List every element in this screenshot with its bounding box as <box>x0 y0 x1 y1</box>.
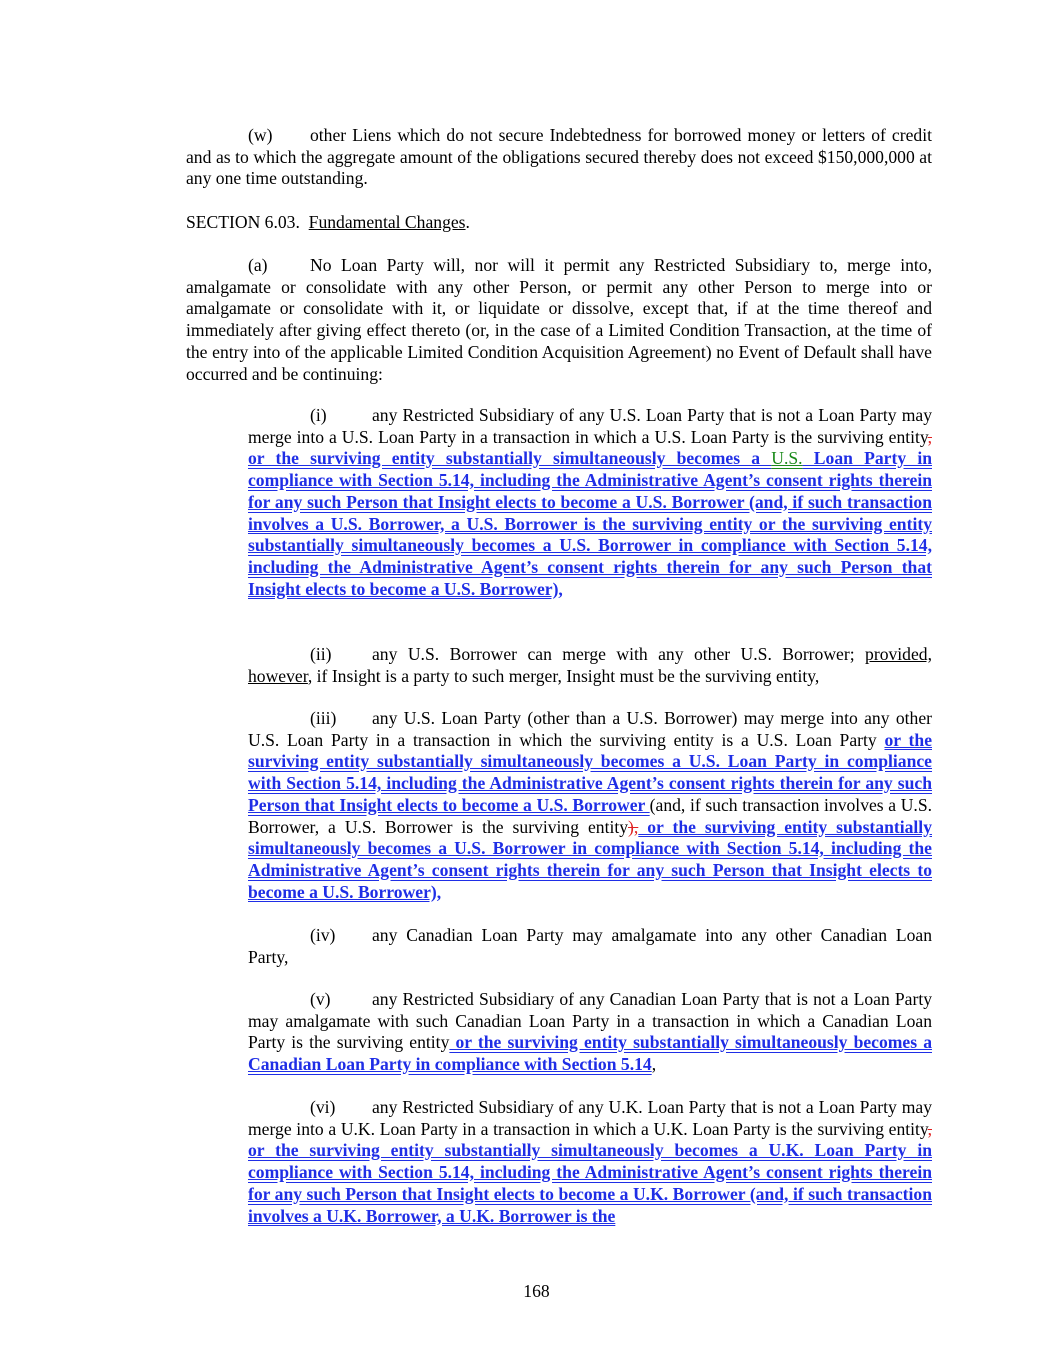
clause-i-text: any Restricted Subsidiary of any U.S. Loan Party that is not a Loan Party may merge into a U.S. Loan Party in a transaction in which a U.S. Loan Party is the surviving entity <box>248 405 932 447</box>
clause-ii-text-1: any U.S. Borrower can merge with any other U.S. Borrower; <box>372 644 866 664</box>
clause-i-marker: (i) <box>310 405 327 425</box>
clause-iii-inserted-text-1: or the surviving entity substantially simultaneously becomes a U.S. Loan Party in compliance with Section 5.14, including the Administrative Agent’s consent rights therein for any such Person that Insight elects to become a U.S. Borrower <box>248 729 932 815</box>
clause-iii <box>248 708 932 903</box>
clause-i-moved-text: U.S. <box>771 448 803 469</box>
clause-v-marker: (v) <box>310 989 331 1009</box>
paragraph-w-marker: (w) <box>248 125 273 145</box>
paragraph-w <box>186 125 932 190</box>
paragraph-w-text: other Liens which do not secure Indebtedness for borrowed money or letters of credit and as to which the aggregate amount of the obligations secured thereby does not exceed $150,000,000 at any one time outstanding. <box>186 125 932 189</box>
page-number: 168 <box>523 1281 550 1301</box>
clause-i-inserted-text-1: or the surviving entity substantially simultaneously becomes a <box>248 448 772 469</box>
clause-vi-text: any Restricted Subsidiary of any U.K. Loan Party that is not a Loan Party may merge into a U.K. Loan Party in a transaction in which a U.K. Loan Party is the surviving entity <box>248 1097 932 1139</box>
clause-iii-inserted-text-2: or the surviving entity substantially simultaneously becomes a U.S. Borrower in compliance with Section 5.14, including the Administrative Agent’s consent rights therein for any such Person that Insight elects to become a U.S. Borrower), <box>248 816 932 902</box>
clause-ii-proviso: provided, however <box>248 644 932 686</box>
clause-ii <box>248 644 932 687</box>
clause-v-inserted-text: or the surviving entity substantially simultaneously becomes a Canadian Loan Party in compliance with Section 5.14 <box>248 1032 932 1075</box>
clause-iii-text-2: (and, if such transaction involves a U.S. Borrower, a U.S. Borrower is the surviving entity <box>248 794 933 837</box>
clause-v-text-1: any Restricted Subsidiary of any Canadian Loan Party that is not a Loan Party may amalgamate with such Canadian Loan Party in a transaction in which a Canadian Loan Party is the surviving entity <box>248 989 932 1053</box>
clause-iv <box>248 925 932 968</box>
clause-v-text-2: , <box>651 1054 657 1075</box>
clause-vi-inserted-text: or the surviving entity substantially simultaneously becomes a U.K. Loan Party in compliance with Section 5.14, including the Administrative Agent’s consent rights therein for any such Person that Insight elects to become a U.K. Borrower (and, if such transaction involves a U.K. Borrower, a U.K. Borrower is the <box>248 1140 932 1226</box>
clause-vi-deleted-comma: , <box>927 1118 932 1139</box>
clause-i-inserted-text-2: Loan Party in compliance with Section 5.14, including the Administrative Agent’s consent rights therein for any such Person that Insight elects to become a U.S. Borrower (and, if such transaction involves a U.S. Borrower, a U.S. Borrower is the surviving entity or the surviving entity substantially simultaneously becomes a U.S. Borrower in compliance with Section 5.14, including the Administrative Agent’s consent rights therein for any such Person that Insight elects to become a U.S. Borrower), <box>248 448 932 599</box>
clause-v <box>248 989 932 1076</box>
clause-ii-marker: (ii) <box>310 644 332 664</box>
paragraph-a-marker: (a) <box>248 255 268 275</box>
section-number: SECTION 6.03. <box>186 212 300 232</box>
section-title: Fundamental Changes <box>308 212 466 232</box>
clause-iv-marker: (iv) <box>310 925 336 945</box>
section-heading <box>186 212 932 234</box>
clause-i-deleted-comma: , <box>927 426 932 447</box>
section-title-end: . <box>465 212 470 232</box>
clause-i <box>248 405 932 600</box>
clause-iv-text: any Canadian Loan Party may amalgamate into any other Canadian Loan Party, <box>248 925 932 967</box>
clause-vi-marker: (vi) <box>310 1097 336 1117</box>
clause-vi <box>248 1097 932 1227</box>
clause-iii-deleted-text: ), <box>628 816 639 837</box>
paragraph-a <box>186 255 932 385</box>
clause-iii-text-1: any U.S. Loan Party (other than a U.S. Borrower) may merge into any other U.S. Loan Party in a transaction in which the surviving entity is a U.S. Loan Party <box>248 708 932 750</box>
clause-ii-text-2: , if Insight is a party to such merger, Insight must be the surviving entity, <box>307 665 820 686</box>
paragraph-a-text: No Loan Party will, nor will it permit any Restricted Subsidiary to, merge into, amalgamate or consolidate with any other Person, or permit any other Person to merge into or amalgamate or consolidate with it, or liquidate or dissolve, except that, if at the time thereof and immediately after giving effect thereto (or, in the case of a Limited Condition Transaction, at the time of the entry into of the applicable Limited Condition Acquisition Agreement) no Event of Default shall have occurred and be continuing: <box>186 255 932 384</box>
clause-iii-marker: (iii) <box>310 708 337 728</box>
